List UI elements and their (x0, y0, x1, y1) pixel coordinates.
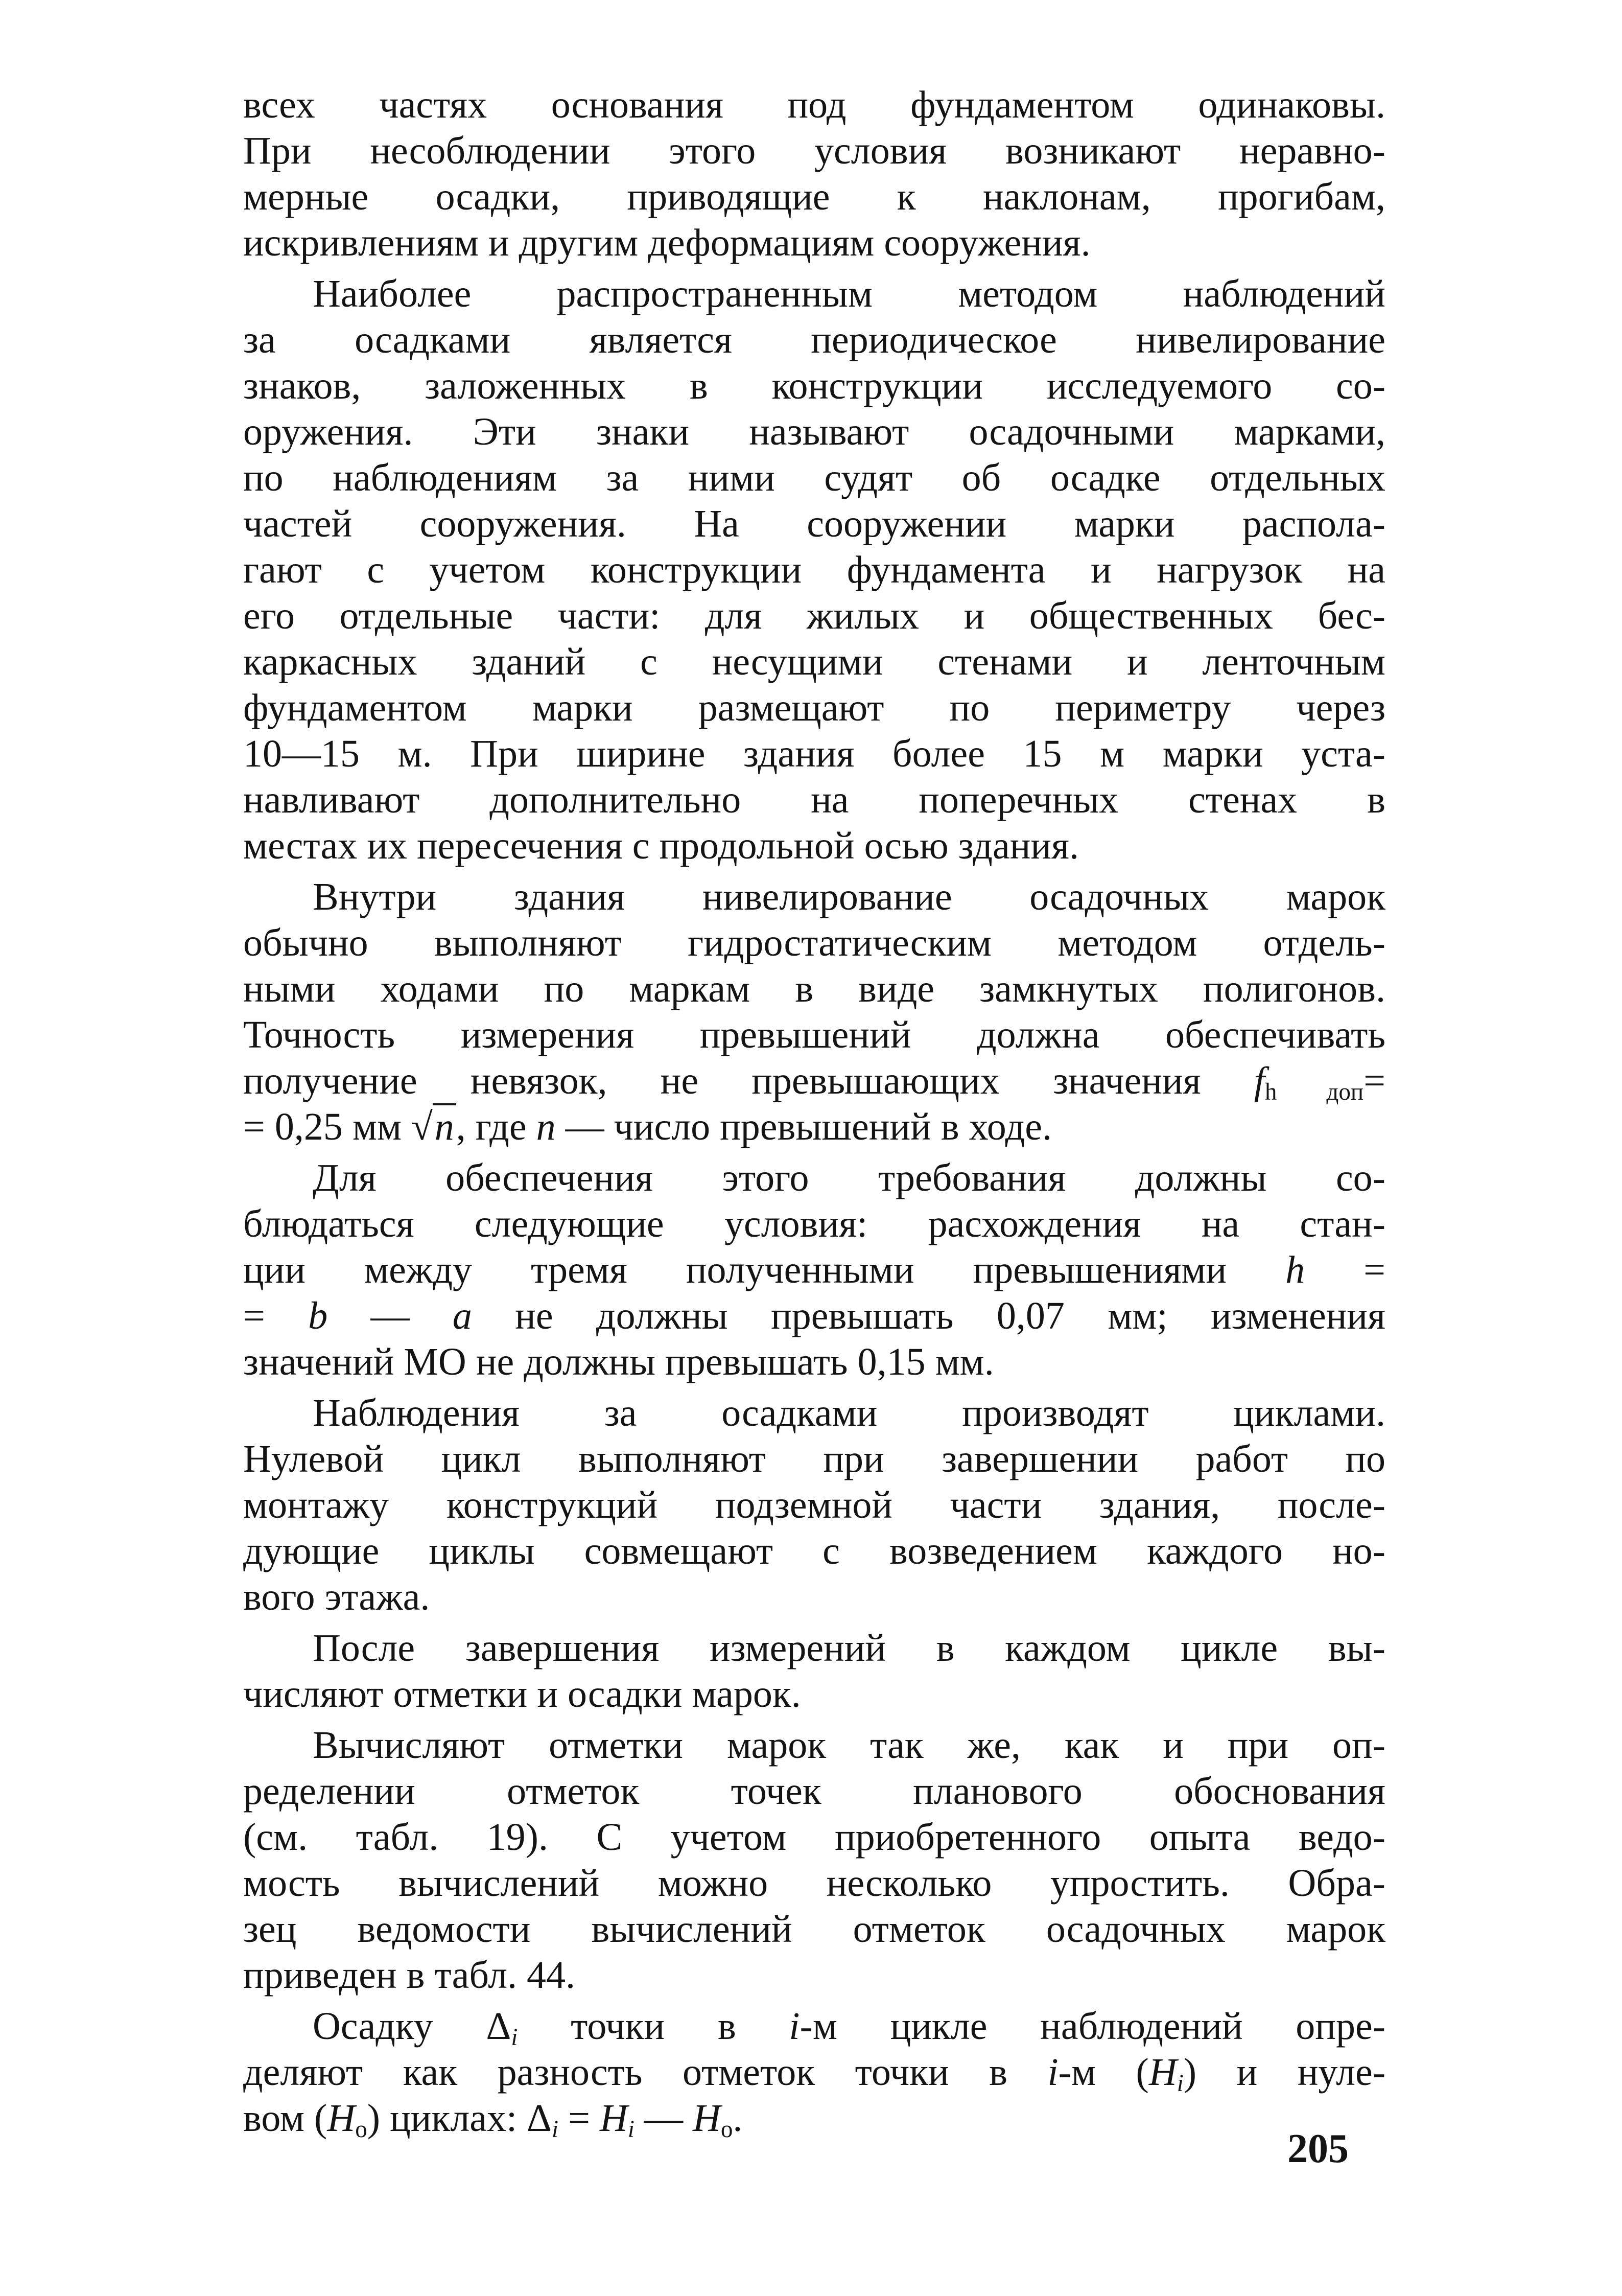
text-fragment: = (1305, 1248, 1385, 1291)
text-line: Внутри здания нивелирование осадочных марок (313, 875, 1385, 918)
text-line: (см. табл. 19). С учетом приобретенного опыта ведо- (243, 1816, 1385, 1859)
text-fragment: — число превышений в ходе. (555, 1105, 1052, 1148)
text-line: за осадками является периодическое нивелирование (243, 318, 1385, 361)
math-subscript: o (355, 2116, 367, 2143)
text-line: 10—15 м. При ширине здания более 15 м марки уста- (243, 732, 1385, 775)
paragraph-8 (243, 2003, 1385, 2141)
text-line: по наблюдениям за ними судят об осадке отдельных (243, 456, 1385, 499)
text-fragment: = (558, 2097, 600, 2140)
math-var: i (1047, 2051, 1059, 2094)
text-fragment: — (634, 2097, 693, 2140)
math-var: H (692, 2097, 721, 2140)
math-var: i (789, 2005, 800, 2048)
math-var: h (1285, 1248, 1305, 1291)
text-line-formula (243, 1247, 1385, 1293)
text-fragment: = (243, 1294, 309, 1337)
page-number: 205 (1287, 2126, 1349, 2171)
text-fragment: = 0,25 мм (243, 1105, 412, 1148)
paragraph-2 (243, 271, 1385, 869)
math-subscript: o (720, 2116, 733, 2143)
text-line: оружения. Эти знаки называют осадочными марками, (243, 410, 1385, 453)
text-line: Наиболее распространенным методом наблюдений (313, 272, 1385, 315)
text-line: Нулевой цикл выполняют при завершении работ по (243, 1437, 1385, 1480)
text-line-formula (243, 1293, 1385, 1339)
text-line: знаков, заложенных в конструкции исследуемого со- (243, 364, 1385, 407)
text-line: Точность измерения превышений должна обеспечивать (243, 1013, 1385, 1056)
math-subscript: i (511, 2024, 518, 2051)
text-line: вого этажа. (243, 1575, 430, 1618)
text-line-formula (243, 1104, 1385, 1150)
text-line: его отдельные части: для жилых и общественных бес- (243, 594, 1385, 637)
math-subscript: h доп (1264, 1078, 1364, 1105)
text-fragment: ции между тремя полученными превышениями (243, 1248, 1286, 1291)
text-line: дующие циклы совмещают с возведением каждого но- (243, 1529, 1385, 1572)
math-var: b (308, 1294, 328, 1337)
paragraph-5 (243, 1390, 1385, 1620)
math-subscript: i (627, 2116, 634, 2143)
text-line: ными ходами по маркам в виде замкнутых полигонов. (243, 967, 1385, 1010)
text-line: частей сооружения. На сооружении марки распола- (243, 502, 1385, 545)
text-line-formula (243, 2003, 1385, 2049)
math-var: a (452, 1294, 472, 1337)
text-line: навливают дополнительно на поперечных стенах в (243, 778, 1385, 821)
text-fragment: точки в (518, 2005, 789, 2048)
text-line: приведен в табл. 44. (243, 1954, 576, 1997)
sqrt-symbol: √n (411, 1104, 456, 1150)
text-line: значений МО не должны превышать 0,15 мм. (243, 1340, 994, 1383)
text-line: местах их пересечения с продольной осью здания. (243, 824, 1079, 867)
text-fragment: не должны превышать 0,07 мм; изменения (472, 1294, 1385, 1337)
text-line: гают с учетом конструкции фундамента и нагрузок на (243, 548, 1385, 591)
text-line: ределении отметок точек планового обоснования (243, 1770, 1385, 1813)
text-line: мость вычислений можно несколько упростить. Обра- (243, 1862, 1385, 1905)
text-fragment: — (327, 1294, 453, 1337)
math-var: H (327, 2097, 356, 2140)
text-line-formula (243, 1058, 1385, 1104)
paragraph-7 (243, 1722, 1385, 1998)
text-fragment: . (733, 2097, 743, 2140)
paragraph-1 (243, 82, 1385, 266)
math-var: H (1148, 2051, 1177, 2094)
math-subscript: i (552, 2116, 559, 2143)
text-fragment: ) и нуле- (1183, 2051, 1385, 2094)
text-fragment: получение невязок, не превышающих значения (243, 1059, 1254, 1102)
text-line: Для обеспечения этого требования должны со- (313, 1156, 1385, 1199)
paragraph-4 (243, 1155, 1385, 1385)
paragraph-3 (243, 874, 1385, 1150)
text-fragment: -м цикле наблюдений опре- (800, 2005, 1385, 2048)
text-line: мерные осадки, приводящие к наклонам, прогибам, (243, 175, 1385, 218)
text-fragment: , где (456, 1105, 536, 1148)
text-line: искривлениям и другим деформациям сооружения. (243, 221, 1091, 264)
text-line: монтажу конструкций подземной части здания, после- (243, 1483, 1385, 1526)
math-var: H (599, 2097, 628, 2140)
math-var: n (433, 1103, 456, 1148)
text-line-formula (243, 2049, 1385, 2095)
text-fragment: ) циклах: Δ (367, 2097, 552, 2140)
text-line: Наблюдения за осадками производят циклами. (313, 1391, 1385, 1434)
text-line: всех частях основания под фундаментом одинаковы. (243, 83, 1385, 126)
text-fragment: деляют как разность отметок точки в (243, 2051, 1048, 2094)
text-line: При несоблюдении этого условия возникают неравно- (243, 129, 1385, 172)
text-fragment: = (1364, 1059, 1385, 1102)
text-line: Вычисляют отметки марок так же, как и при оп- (313, 1724, 1385, 1767)
text-line: числяют отметки и осадки марок. (243, 1673, 801, 1715)
paragraph-6 (243, 1625, 1385, 1717)
text-line-formula (243, 2095, 1385, 2141)
text-line: фундаментом марки размещают по периметру через (243, 686, 1385, 729)
text-line: блюдаться следующие условия: расхождения на стан- (243, 1202, 1385, 1245)
math-subscript: i (1177, 2070, 1184, 2097)
math-var: n (536, 1105, 556, 1148)
text-fragment: -м ( (1058, 2051, 1149, 2094)
text-line: После завершения измерений в каждом цикле вы- (313, 1627, 1385, 1669)
text-line: обычно выполняют гидростатическим методом отдель- (243, 921, 1385, 964)
math-var: f (1254, 1059, 1265, 1102)
text-line: зец ведомости вычислений отметок осадочных марок (243, 1908, 1385, 1951)
text-line: каркасных зданий с несущими стенами и ленточным (243, 640, 1385, 683)
page-text-block (243, 82, 1385, 2146)
text-fragment: Осадку Δ (313, 2005, 511, 2048)
text-fragment: вом ( (243, 2097, 327, 2140)
